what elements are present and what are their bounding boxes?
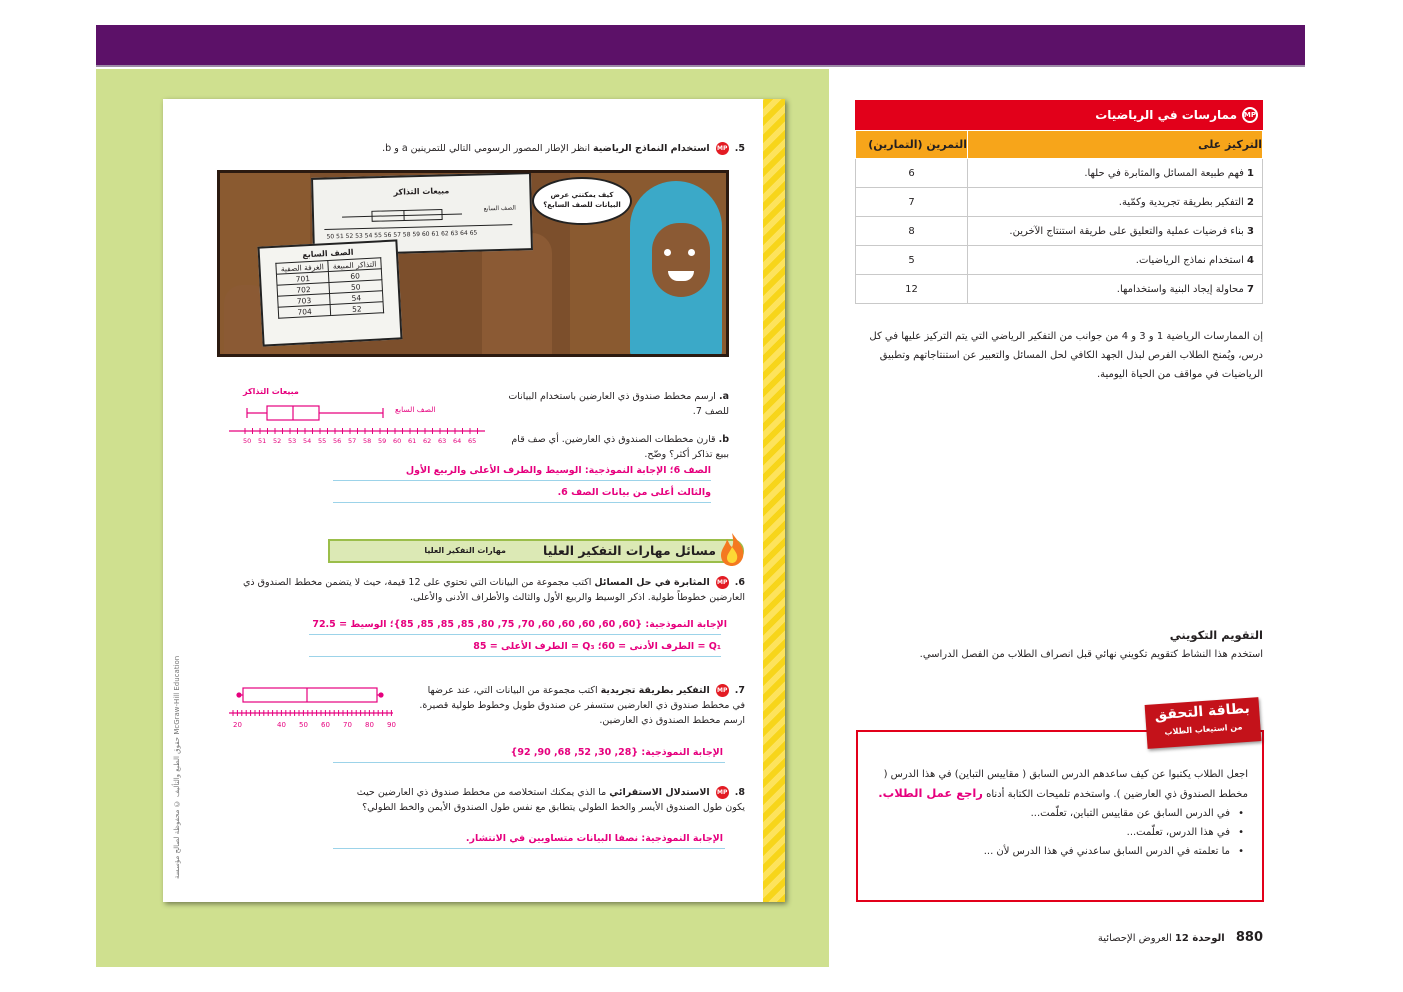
unit-label: الوحدة 12: [1174, 933, 1225, 944]
table-cell: 703: [278, 294, 331, 308]
question-7-number: 7.: [734, 685, 745, 696]
practice-number: 3: [1247, 225, 1254, 237]
exit-ticket-tag-title: بطاقة التحقق: [1154, 700, 1251, 724]
table-row: [856, 188, 1263, 217]
unit-title: العروض الإحصائية: [1097, 933, 1172, 944]
flame-icon: [717, 531, 747, 567]
question-6-skill: المثابرة في حل المسائل: [594, 577, 710, 588]
table-row: [856, 275, 1263, 304]
exit-ticket-body: [878, 765, 1248, 861]
plot-q7-box: [243, 688, 377, 702]
exit-ticket-tag: [1145, 697, 1262, 749]
question-5-skill: استخدام النماذج الرياضية: [593, 143, 710, 154]
exit-ticket-card: [856, 730, 1264, 902]
part-b: [499, 432, 729, 462]
tick-label: 65: [468, 437, 477, 445]
page-edge-strip: [763, 99, 785, 902]
plot-q7: [227, 683, 397, 723]
table-row: [856, 159, 1263, 188]
table-cell: 704: [278, 304, 331, 318]
hand-illustration: [482, 233, 552, 357]
question-8: [355, 785, 745, 815]
tick-label: 56: [333, 437, 342, 445]
tick-label: 60: [321, 721, 330, 729]
plot-a-tick-labels: [243, 437, 483, 449]
question-6-number: 6.: [734, 577, 745, 588]
plot-q7-tick-labels: [233, 721, 403, 733]
practice-number: 7: [1247, 283, 1254, 295]
tick-label: 70: [343, 721, 352, 729]
mp-badge-icon: MP: [716, 684, 729, 697]
table-row: [856, 217, 1263, 246]
answer-rule: [333, 480, 711, 481]
math-practices-paragraph: إن الممارسات الرياضية 1 و 3 و 4 من جوانب من التفكير الرياضي التي يتم التركيز عليها في كل درس، ويُمنح الطلاب الفرص لبذل الجهد الكافي لحل المسائل والتعبير عن استنتاجاتهم وتطبيق الرياضيات في مواقف من الحياة اليومية.: [869, 331, 1263, 380]
math-practices-header: [855, 100, 1263, 130]
tick-label: 50: [243, 437, 252, 445]
sheet-title: مبيعات التذاكر: [393, 186, 450, 197]
tick-label: 64: [453, 437, 462, 445]
tick-label: 80: [365, 721, 374, 729]
practice-text: استخدام نماذج الرياضيات.: [1135, 254, 1244, 266]
formative-text: استخدم هذا النشاط كتقويم تكويني نهائي قبل انصراف الطلاب من الفصل الدراسي.: [919, 649, 1263, 660]
question-6-text: اكتب مجموعة من البيانات التي تحتوي على 12 قيمة، حيث لا يتضمن مخطط الصندوق ذي العارضين خطوطاً طولية. اذكر الوسيط والربيع الأول والثالث والأطراف الأدنى والأعلى.: [242, 577, 745, 603]
hot-subtitle: مهارات التفكير العليا: [424, 546, 506, 555]
mp-icon: MP: [1242, 107, 1258, 123]
page-footer: [1000, 928, 1263, 949]
tick-label: 59: [378, 437, 387, 445]
tick-label: 20: [233, 721, 242, 729]
tick-label: 50: [299, 721, 308, 729]
tick-label: 51: [258, 437, 267, 445]
question-7-answer: الإجابة النموذجية: {28, 30, 52, 68, 90, 92}: [510, 747, 723, 758]
part-a-text: ارسم مخطط صندوق ذي العارضين باستخدام البيانات للصف 7.: [508, 391, 729, 417]
math-practices-table: [855, 130, 1263, 304]
question-8-skill: الاستدلال الاستقرائي: [609, 787, 710, 798]
column-header-focus: التركيز على: [968, 131, 1263, 159]
tick-label: 54: [303, 437, 312, 445]
table-cell: 702: [277, 283, 330, 297]
student-face: [652, 223, 710, 297]
question-6-answer-line-1: الإجابة النموذجية: {60, 60, 60, 60, 60, 70, 75, 80, 85, 85, 85, 85}؛ الوسيط = 72.5: [312, 619, 727, 630]
exit-ticket-intro: اجعل الطلاب يكتبوا عن كيف ساعدهم الدرس السابق ( مقاييس التباين) في هذا الدرس ( مخطط الصندوق ذي العارضين ). واستخدم تلميحات الكتابة أدناه: [883, 769, 1248, 800]
mp-badge-icon: MP: [716, 786, 729, 799]
table-title: الصف السابع: [302, 247, 354, 260]
table-cell: 52: [330, 302, 383, 316]
table-cell: 54: [330, 291, 383, 305]
sheet-row-label: الصف السابع: [483, 204, 516, 213]
hot-problems-banner: [328, 539, 744, 563]
tick-label: 57: [348, 437, 357, 445]
comic-illustration: [217, 170, 729, 357]
tick-label: 40: [277, 721, 286, 729]
copyright-note: حقوق الطبع والتأليف © محفوظة لصالح مؤسسة McGraw-Hill Education: [173, 655, 181, 879]
practice-text: بناء فرضيات عملية والتعليق على طريقة استنتاج الآخرين.: [1009, 225, 1244, 237]
question-5: [225, 141, 745, 156]
tick-label: 52: [273, 437, 282, 445]
question-6-answer-line-2: Q₁ = الطرف الأدنى = 60؛ Q₃ = الطرف الأعلى = 85: [473, 641, 721, 652]
part-b-text: قارن مخططات الصندوق ذي العارضين. أي صف قام ببيع تذاكر أكثر؟ وضّح.: [511, 434, 729, 460]
top-banner: [96, 25, 1305, 67]
mp-badge-icon: MP: [716, 576, 729, 589]
page-number: 880: [1235, 930, 1263, 945]
table-cell: 60: [329, 269, 382, 283]
math-practices-title: ممارسات في الرياضيات: [1095, 108, 1237, 122]
list-item: • في هذا الدرس، تعلّمت...: [878, 823, 1248, 842]
answer-rule: [309, 656, 721, 657]
table-row: [856, 246, 1263, 275]
table-header: الغرفة الصفية: [276, 261, 329, 275]
mp-badge-icon: MP: [716, 142, 729, 155]
question-7: [415, 683, 745, 728]
formative-assessment: [855, 626, 1263, 664]
question-8-number: 8.: [734, 787, 745, 798]
student-page: [163, 99, 785, 902]
table-header: التذاكر المبيعة: [328, 258, 381, 272]
part-a-label: a.: [718, 391, 729, 402]
ticket-table-sheet: [257, 239, 402, 346]
column-header-exercises: التمرين (التمارين): [856, 131, 968, 159]
practice-exercise: 7: [856, 188, 968, 217]
practice-number: 1: [1247, 167, 1254, 179]
tick-label: 55: [318, 437, 327, 445]
tick-label: 58: [363, 437, 372, 445]
part-b-answer-line-2: والثالث أعلى من بيانات الصف 6.: [557, 487, 711, 498]
exit-ticket-tag-subtitle: من استيعاب الطلاب: [1164, 722, 1243, 737]
question-5-number: 5.: [734, 143, 745, 154]
practice-exercise: 12: [856, 275, 968, 304]
question-7-skill: التفكير بطريقة تجريدية: [600, 685, 710, 696]
speech-bubble: كيف يمكنني عرض البيانات للصف السابع؟: [532, 177, 632, 225]
answer-rule: [309, 634, 721, 635]
practice-text: فهم طبيعة المسائل والمثابرة في حلها.: [1084, 167, 1244, 179]
plot-a-row-label: الصف السابع: [395, 405, 436, 414]
question-8-answer: الإجابة النموذجية: نصفا البيانات متساويين في الانتشار.: [465, 833, 723, 844]
tick-label: 63: [438, 437, 447, 445]
math-practices-box: [855, 100, 1263, 304]
table-cell: 50: [329, 280, 382, 294]
formative-title: التقويم التكويني: [1169, 628, 1263, 642]
plot-q7-max-point: [379, 693, 383, 697]
tick-label: 62: [423, 437, 432, 445]
part-b-label: b.: [718, 434, 729, 445]
answer-rule: [333, 502, 711, 503]
part-b-answer-line-1: الصف 6؛ الإجابة النموذجية: الوسيط والطرف الأعلى والربيع الأول: [405, 465, 711, 476]
question-8-text: ما الذي يمكنك استخلاصه من مخطط صندوق ذي العارضين حيث يكون طول الصندوق الأيسر والخط الطولي يتطابق مع نفس طول الصندوق الأيمن والخط الطولي؟: [356, 787, 745, 813]
tick-label: 60: [393, 437, 402, 445]
exit-ticket-link: راجع عمل الطلاب.: [878, 786, 983, 800]
tick-label: 90: [387, 721, 396, 729]
plot-a-title: مبيعات التذاكر: [243, 387, 299, 396]
answer-rule: [333, 848, 725, 849]
list-item: • في الدرس السابق عن مقاييس التباين، تعلّمت...: [878, 804, 1248, 823]
practice-exercise: 5: [856, 246, 968, 275]
ticket-table: [275, 257, 383, 318]
list-item: • ما تعلمته في الدرس السابق ساعدني في هذا الدرس لأن ...: [878, 842, 1248, 861]
question-5-text: انظر الإطار المصور الرسومي التالي للتمرينين a و b.: [382, 143, 590, 154]
practice-text: محاولة إيجاد البنية واستخدامها.: [1116, 283, 1244, 295]
tick-label: 53: [288, 437, 297, 445]
part-a: [499, 389, 729, 419]
sheet-scale: 50 51 52 53 54 55 56 57 58 59 60 61 62 63 64 65: [326, 229, 478, 241]
table-cell: 701: [277, 272, 330, 286]
practice-number: 2: [1247, 196, 1254, 208]
practice-text: التفكير بطريقة تجريدية وكمّية.: [1118, 196, 1244, 208]
practice-exercise: 8: [856, 217, 968, 246]
hot-title: مسائل مهارات التفكير العليا: [543, 543, 716, 558]
tick-label: 61: [408, 437, 417, 445]
practice-exercise: 6: [856, 159, 968, 188]
question-7-text: اكتب مجموعة من البيانات التي، عند عرضها في مخطط صندوق ذي العارضين ستسفر عن صندوق طويل وخطوط طولية قصيرة. ارسم مخطط الصندوق ذي العارضين.: [419, 685, 745, 726]
answer-rule: [333, 762, 725, 763]
question-6: [235, 575, 745, 605]
practice-number: 4: [1247, 254, 1254, 266]
